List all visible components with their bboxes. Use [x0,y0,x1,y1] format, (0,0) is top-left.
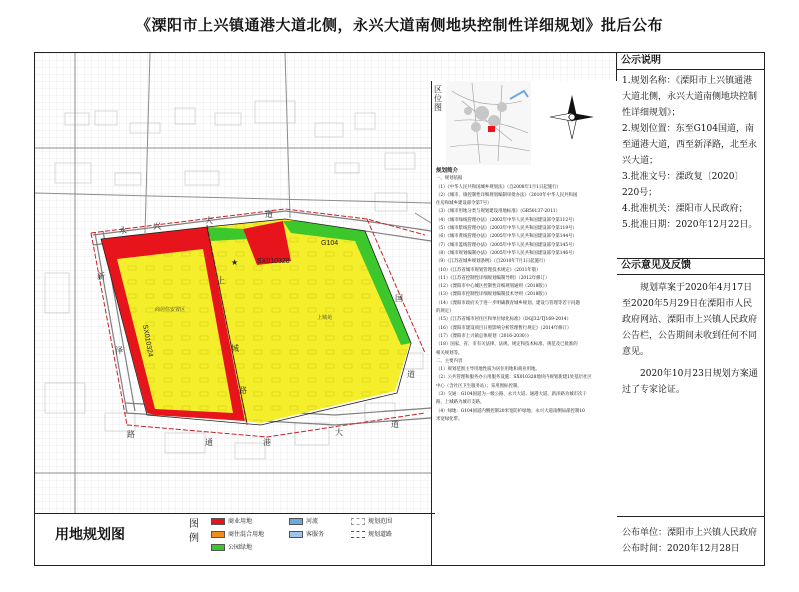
notes-line: 住房和城乡建设部令第7号） [436,201,492,207]
notes-line: （11）《江苏省控制性详细规划编制导则》（2012年修订） [436,275,550,281]
road-north-char: 道 [265,210,273,219]
legend-swatch [351,518,365,525]
notes-line: （3）交通：G104国道为一级公路，永兴大道、通港大道、新泽路为城市次干 [436,392,587,398]
notes-line: （4）绿地：G104国道内侧控制20米宽防护绿地；永兴大道南侧局部控制10 [436,408,585,414]
map-pane [35,53,617,565]
legend-item [351,531,392,539]
legend-item-label: 商住混合用地 [228,531,265,538]
legend-item-label: 河流 [306,518,319,525]
notes-line: （5）《城市紫线管理办法》（2003年中华人民共和国建设部令第119号） [436,226,577,232]
location-map [431,81,617,166]
road-middle-char: 上 [217,276,225,285]
notes-line: （13）《溧阳市控制性详细规划编制技术导则（2018版）》 [436,292,550,298]
page-title: 《溧阳市上兴镇通港大道北侧，永兴大道南侧地块控制性详细规划》批后公布 [135,16,663,34]
road-south-char: 通 [205,438,213,447]
notes-line: 一、规划依据 [436,176,463,182]
notes-line: （14）《溧阳市政府关于进一步明确教育城乡规划、建设与管理等若干问题 [436,300,580,306]
location-map-label: 区位图 [434,85,442,112]
notes-lines [432,175,617,424]
notes-line: 相关规划等。 [436,350,463,356]
publisher: 公布单位：溧阳市上兴镇人民政府 [622,528,758,538]
notes-line: （2）《城市、镇控制性详细规划编制审批办法》（2010年中华人民共和国 [436,192,578,198]
explanation-item: 3.批准文号：溧政复〔2020〕220号； [622,172,744,198]
feedback-body [617,275,764,407]
north-arrow-icon [550,95,594,139]
notes-line: （9）《江苏省城乡规划条例》（自2010年7月1日起施行） [436,259,548,265]
notes-line: （6）《城市黄线管理办法》（2005年中华人民共和国建设部令第144号） [436,234,577,240]
notes-line: （7）《城市蓝线管理办法》（2005年中华人民共和国建设部令第145号） [436,242,577,248]
feedback-title: 公示意见及反馈 [617,258,764,275]
notes-line: （1）规划范围主导用地性质为居住用地和商业用地。 [436,367,540,373]
legend-label: 图例 [189,519,199,544]
g104-label: G104 [321,240,339,247]
notes-line: 二、主要内容 [436,358,463,364]
explanation-list [617,70,764,236]
legend-swatch [289,518,303,525]
center-star-icon: ★ [231,258,239,267]
notes-line: 中心（含社区卫生服务站）；采用围标控制。 [436,383,522,389]
notes-line: （1）《中华人民共和国城乡规划法》（自2008年1月1日起施行） [436,184,561,190]
notes-line: （3）《城市用地分类与规划建设用地标准》（GB50137-2011） [436,209,560,215]
notes-line: （8）《城市规划编制办法》（2005年中华人民共和国建设部令第146号） [436,250,577,256]
road-south-char: 路 [127,430,135,439]
legend-swatch [211,518,225,525]
legend-item [211,531,264,539]
legend-item-label: 商业用地 [228,518,253,525]
map-title: 用地规划图 [55,527,125,543]
location-map-graphic [432,81,617,165]
parcel-label-sx010324: SX010324 [141,324,154,358]
explanation-item: 1.规划名称：《溧阳市上兴镇通港大道北侧，永兴大道南侧地块控制性详细规划》； [622,76,758,118]
legend-item [211,518,252,526]
road-middle-char: 城 [231,344,239,353]
publish-block [617,516,764,560]
road-east-char: 国 [395,294,403,303]
planning-notes [431,165,617,565]
legend-swatch [351,531,365,538]
legend-item [289,518,318,526]
notes-line: （12）《溧阳市中心城区控制性详细规划通则（2018版）》 [436,284,550,290]
notes-line: 米宽绿化带。 [436,416,463,422]
parcel-name-left: 商居住安置区 [155,307,186,313]
notes-line: （10）《江苏省城市规划管理技术规定》（2011年版） [436,267,541,273]
road-west-char: 新 [97,272,105,281]
explanation-item: 4.批准机关：溧阳市人民政府； [622,204,748,214]
publish-date: 公布时间：2020年12月28日 [622,544,740,554]
road-middle-char: 路 [239,386,247,395]
road-south-char: 大 [335,428,343,437]
publish-info [617,516,764,565]
legend-area [35,513,435,566]
notes-title: 规划简介 [436,168,459,174]
road-north-char: 永 [119,226,127,235]
explanation-title: 公示说明 [617,53,764,70]
notes-line: （18）国家、省、市有关法律、法规、规定和技术标准、规范及已批准的 [436,342,578,348]
legend-item-label: 规划范围 [368,518,393,525]
planning-board [34,52,765,566]
road-east-char: 道 [407,370,415,379]
notes-line: （2）公共管理和服务办公用服务设施：SX010328地块内规划新建1处基层社区 [436,375,592,381]
legend-item [211,544,252,552]
legend-swatch [211,531,225,538]
feedback-section [617,258,764,517]
road-south-char: 港 [263,438,271,447]
explanation-item: 2.规划位置：东至G104国道，南至通港大道，西至新泽路，北至永兴大道； [622,124,758,166]
notes-line: 路，上城路为城市支路。 [436,400,485,406]
parcel-name-right: 上城苑 [317,315,333,321]
legend-item [351,518,392,526]
feedback-paragraph: 2020年10月23日规划方案通过了专家论证。 [622,369,758,395]
legend-item-label: 规划道路 [368,531,393,538]
explanation-section [617,53,764,259]
legend-swatch [289,531,303,538]
notes-line: 的规定》 [436,309,454,315]
legend-item [289,531,324,539]
notes-line: （17）《溧阳市上兴镇总体规划（2016-2030）》 [436,333,532,339]
legend-swatch [211,544,225,551]
feedback-paragraph: 规划草案于2020年4月17日至2020年5月29日在溧阳市人民政府网站、溧阳市上兴镇人民政府公告栏，公告期间未收到任何不同意见。 [622,283,758,357]
info-pane [617,53,764,565]
notes-line: （4）《城市绿线管理办法》（2002年中华人民共和国建设部令第112号） [436,217,577,223]
explanation-item: 5.批准日期：2020年12月22日。 [622,220,758,230]
notes-line: （16）《溧阳市建设项目日照影响分析管理暂行规定》（2014年修订） [436,325,572,331]
parcel-label-sx010328: SX010328 [257,258,290,265]
road-west-char: 泽 [115,346,123,355]
road-south-char: 道 [391,420,399,429]
notes-line: （15）《江苏省城市居住区和单位绿化标准》（DGJ32/TJ169-2014） [436,317,571,323]
road-north-char: 兴 [153,222,161,231]
green-strip-north [207,227,247,241]
road-north-char: 大 [205,216,213,225]
site-marker [488,126,495,132]
legend-item-label: 客服务 [306,531,325,538]
legend-item-label: 公园绿地 [228,544,253,551]
